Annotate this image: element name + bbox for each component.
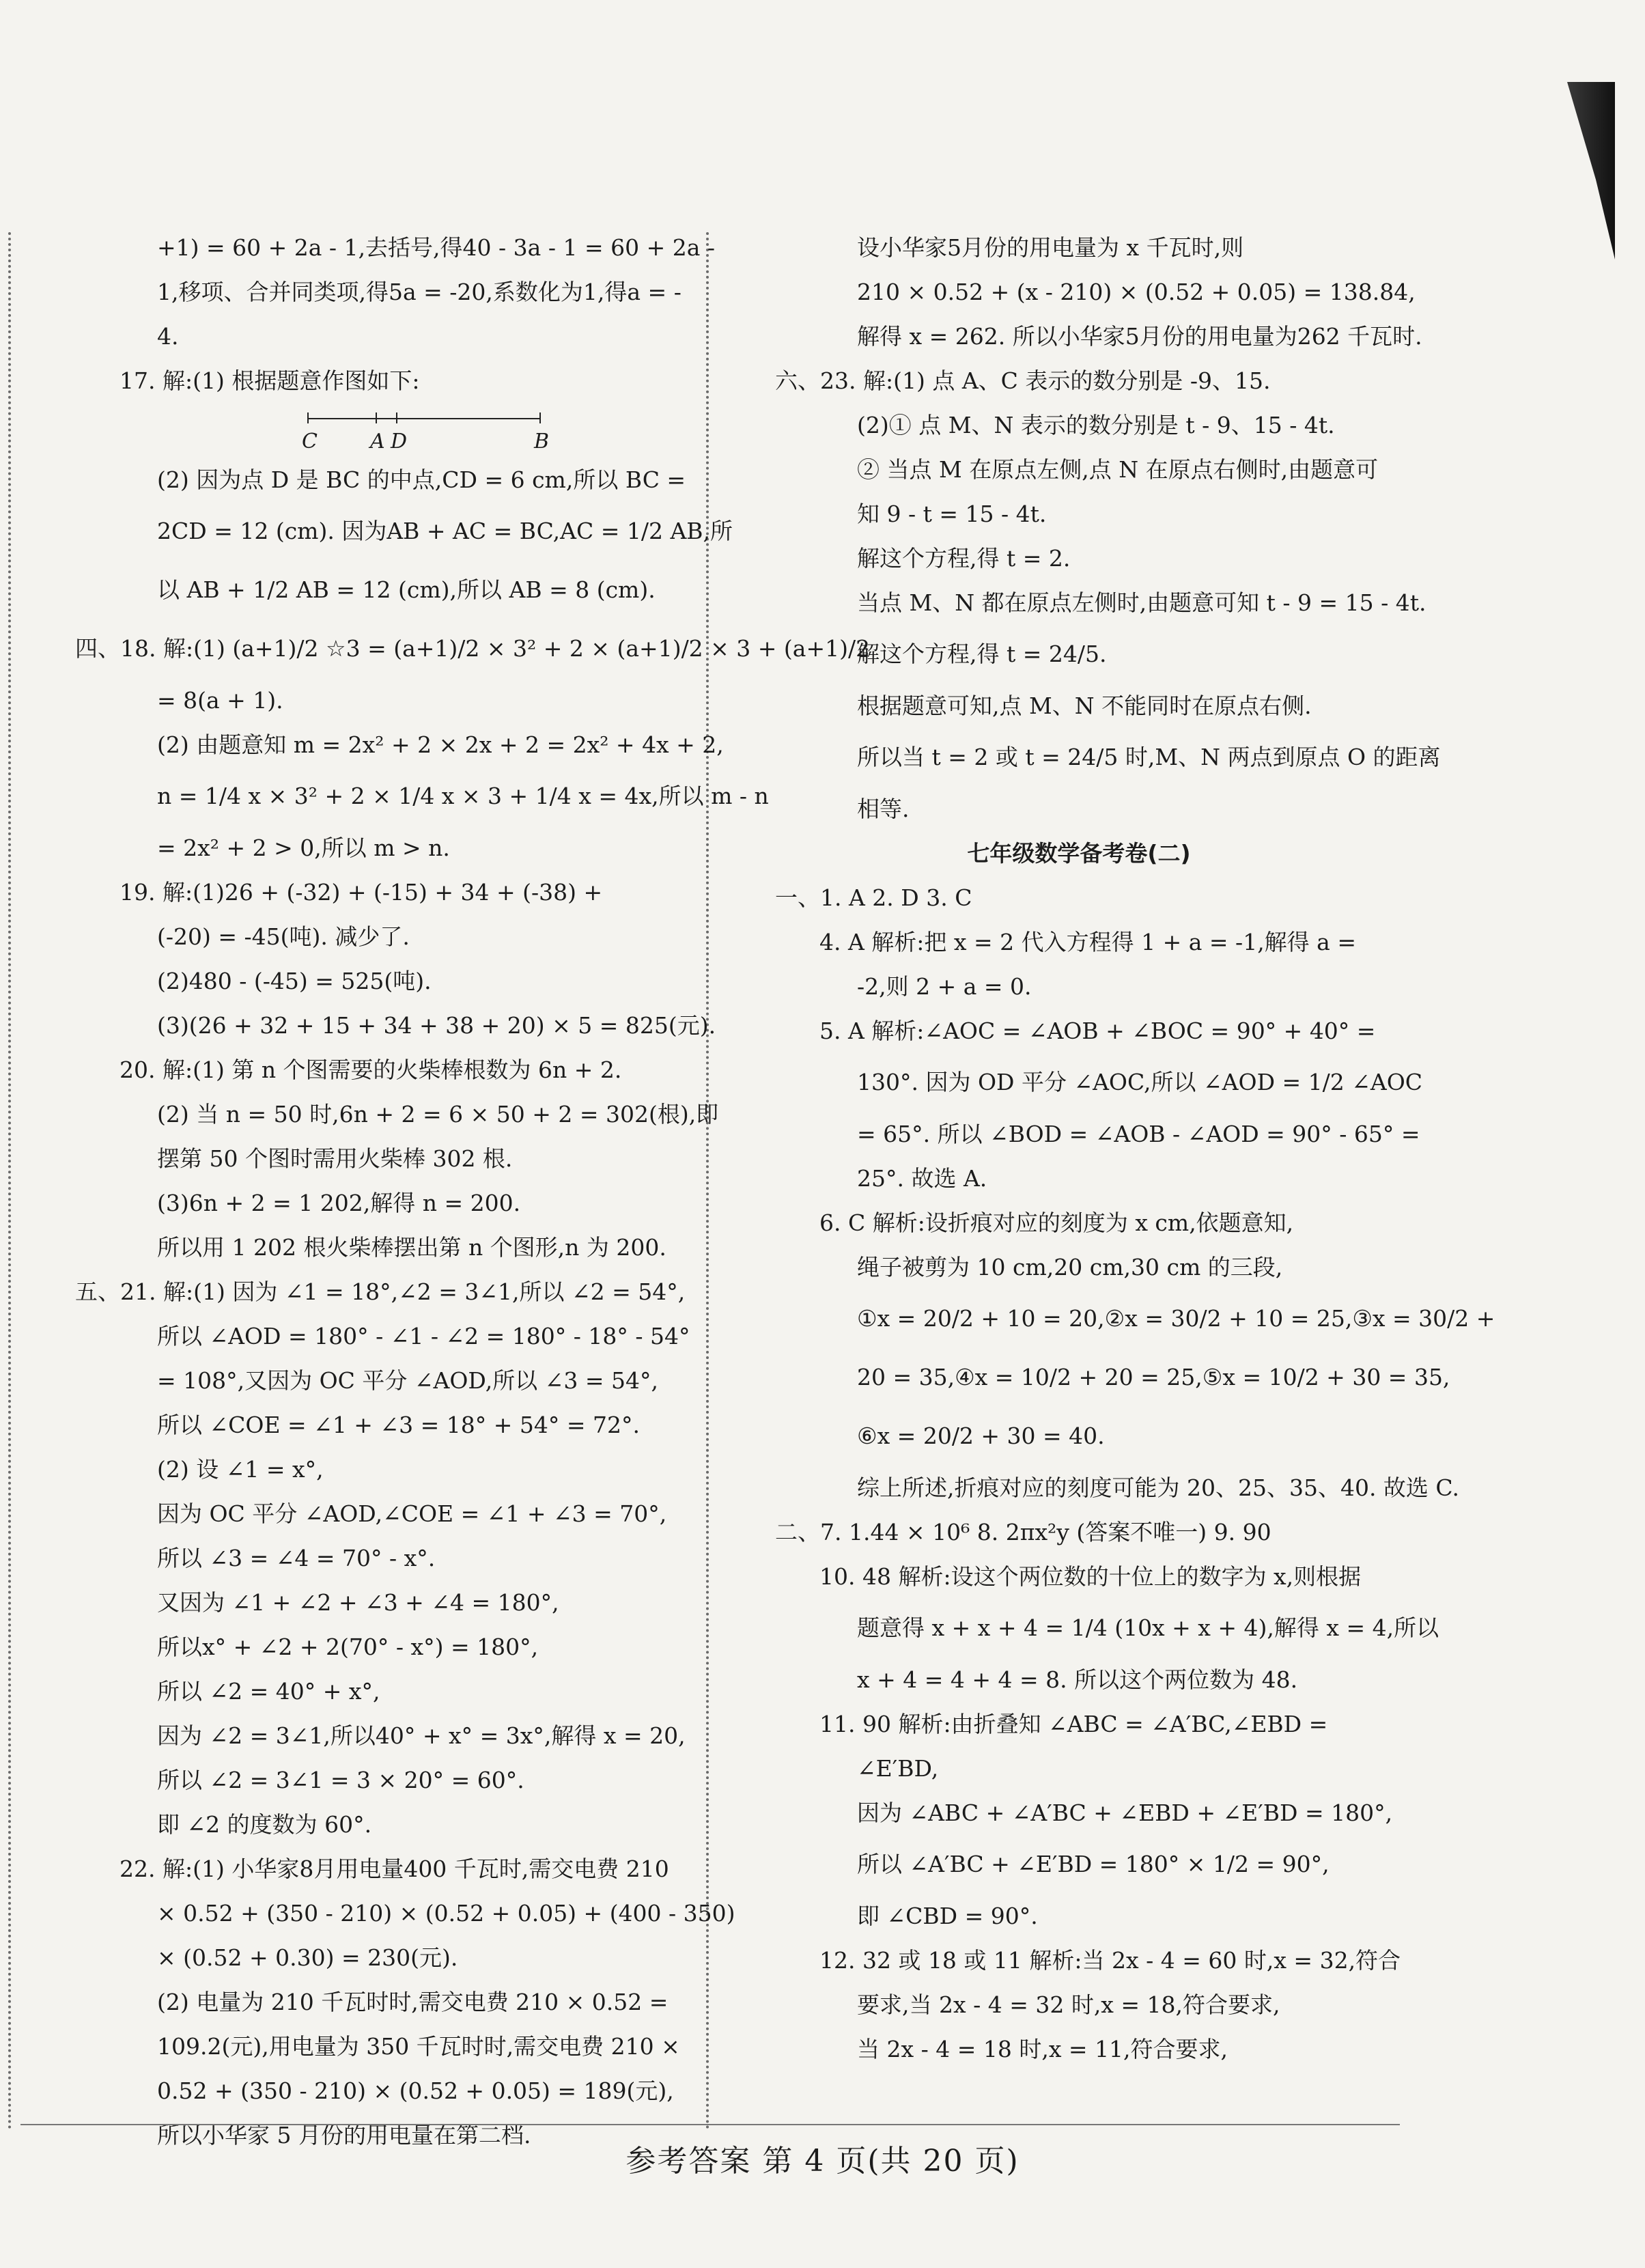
answer-line: 25°. 故选 A.: [857, 1165, 987, 1192]
footer-rule: [20, 2124, 1400, 2125]
answer-line: 五、21. 解:(1) 因为 ∠1 = 18°,∠2 = 3∠1,所以 ∠2 = 54°,: [75, 1278, 686, 1305]
answer-line: 六、23. 解:(1) 点 A、C 表示的数分别是 -9、15.: [775, 367, 1271, 394]
binding-edge-shadow: [1567, 82, 1615, 260]
answer-line: 6. C 解析:设折痕对应的刻度为 x cm,依题意知,: [819, 1209, 1294, 1236]
answer-line: = 8(a + 1).: [157, 687, 283, 714]
answer-line: = 65°. 所以 ∠BOD = ∠AOB - ∠AOD = 90° - 65° =: [857, 1121, 1420, 1147]
answer-line: 知 9 - t = 15 - 4t.: [857, 501, 1047, 527]
answer-line: 题意得 x + x + 4 = 1/4 (10x + x + 4),解得 x = 4,所以: [857, 1614, 1439, 1641]
answer-line: 因为 ∠2 = 3∠1,所以40° + x° = 3x°,解得 x = 20,: [157, 1722, 686, 1749]
answer-line: 解这个方程,得 t = 24/5.: [857, 641, 1107, 667]
answer-line: 所以 ∠A′BC + ∠E′BD = 180° × 1/2 = 90°,: [857, 1851, 1330, 1877]
answer-line: 所以 ∠3 = ∠4 = 70° - x°.: [157, 1545, 436, 1571]
answer-line: 109.2(元),用电量为 350 千瓦时时,需交电费 210 ×: [157, 2033, 680, 2060]
answer-line: ∠E′BD,: [857, 1755, 939, 1782]
answer-line: 210 × 0.52 + (x - 210) × (0.52 + 0.05) = 138.84,: [857, 279, 1416, 305]
answer-line: (2) 由题意知 m = 2x² + 2 × 2x + 2 = 2x² + 4x + 2,: [157, 731, 724, 758]
answer-line: 综上所述,折痕对应的刻度可能为 20、25、35、40. 故选 C.: [857, 1474, 1459, 1501]
answer-line: 二、7. 1.44 × 10⁶ 8. 2πx²y (答案不唯一) 9. 90: [775, 1519, 1271, 1545]
answer-line: 摆第 50 个图时需用火柴棒 302 根.: [157, 1145, 513, 1172]
answer-line: 所以用 1 202 根火柴棒摆出第 n 个图形,n 为 200.: [157, 1234, 666, 1261]
answer-line: ①x = 20/2 + 10 = 20,②x = 30/2 + 10 = 25,③x = 30/2 +: [857, 1305, 1495, 1332]
answer-line: 当 2x - 4 = 18 时,x = 11,符合要求,: [857, 2036, 1228, 2062]
answer-line: = 2x² + 2 > 0,所以 m > n.: [157, 835, 450, 861]
left-cut-line: [8, 232, 11, 2131]
answer-line: 4. A 解析:把 x = 2 代入方程得 1 + a = -1,解得 a =: [819, 929, 1356, 955]
answer-line: 根据题意可知,点 M、N 不能同时在原点右侧.: [857, 692, 1312, 719]
answer-line: n = 1/4 x × 3² + 2 × 1/4 x × 3 + 1/4 x = 4x,所以 m - n: [157, 783, 769, 809]
left-answer-column: [75, 225, 871, 2157]
answer-line: 绳子被剪为 10 cm,20 cm,30 cm 的三段,: [857, 1254, 1283, 1280]
answer-line: 要求,当 2x - 4 = 32 时,x = 18,符合要求,: [857, 1991, 1280, 2018]
answer-line: 10. 48 解析:设这个两位数的十位上的数字为 x,则根据: [819, 1563, 1362, 1590]
answer-line: 四、18. 解:(1) (a+1)/2 ☆3 = (a+1)/2 × 3² + 2 × (a+1)/2 × 3 + (a+1)/2: [75, 635, 871, 662]
answer-line: 20. 解:(1) 第 n 个图需要的火柴棒根数为 6n + 2.: [119, 1056, 622, 1083]
answer-line: 以 AB + 1/2 AB = 12 (cm),所以 AB = 8 (cm).: [157, 576, 656, 603]
answer-line: 当点 M、N 都在原点左侧时,由题意可知 t - 9 = 15 - 4t.: [857, 589, 1426, 616]
segment-diagram: [294, 403, 580, 458]
section-title: 七年级数学备考卷(二): [967, 840, 1191, 867]
right-answer-column: [775, 225, 1495, 2071]
answer-line: (3)(26 + 32 + 15 + 34 + 38 + 20) × 5 = 825(元).: [157, 1012, 716, 1039]
answer-line: 所以 ∠2 = 3∠1 = 3 × 20° = 60°.: [157, 1767, 524, 1793]
answer-line: 所以 ∠2 = 40° + x°,: [157, 1678, 380, 1705]
answer-line: × (0.52 + 0.30) = 230(元).: [157, 1944, 458, 1971]
segment-point-label: D: [391, 430, 408, 453]
segment-point-label: B: [534, 430, 550, 453]
answer-line: 因为 OC 平分 ∠AOD,∠COE = ∠1 + ∠3 = 70°,: [157, 1500, 667, 1527]
answer-line: 4.: [157, 323, 179, 350]
answer-line: = 108°,又因为 OC 平分 ∠AOD,所以 ∠3 = 54°,: [157, 1367, 658, 1394]
answer-line: 19. 解:(1)26 + (-32) + (-15) + 34 + (-38) +: [119, 879, 603, 906]
answer-line: (2) 设 ∠1 = x°,: [157, 1456, 324, 1483]
answer-line: 又因为 ∠1 + ∠2 + ∠3 + ∠4 = 180°,: [157, 1589, 559, 1616]
answer-line: 设小华家5月份的用电量为 x 千瓦时,则: [857, 234, 1244, 261]
answer-line: 即 ∠2 的度数为 60°.: [157, 1811, 372, 1838]
answer-line: 即 ∠CBD = 90°.: [857, 1903, 1038, 1929]
answer-line: x + 4 = 4 + 4 = 8. 所以这个两位数为 48.: [857, 1666, 1298, 1693]
answer-line: 130°. 因为 OD 平分 ∠AOC,所以 ∠AOD = 1/2 ∠AOC: [857, 1069, 1423, 1095]
answer-line: (-20) = -45(吨). 减少了.: [157, 923, 410, 950]
answer-line: (2) 因为点 D 是 BC 的中点,CD = 6 cm,所以 BC =: [157, 466, 686, 493]
answer-line: 因为 ∠ABC + ∠A′BC + ∠EBD + ∠E′BD = 180°,: [857, 1800, 1393, 1826]
answer-line: 所以 ∠COE = ∠1 + ∠3 = 18° + 54° = 72°.: [157, 1412, 640, 1438]
answer-line: 17. 解:(1) 根据题意作图如下:: [119, 367, 420, 394]
segment-point-label: C: [302, 430, 318, 453]
answer-line: 所以小华家 5 月份的用电量在第二档.: [157, 2122, 531, 2148]
answer-line: 12. 32 或 18 或 11 解析:当 2x - 4 = 60 时,x = 32,符合: [819, 1947, 1401, 1974]
answer-line: +1) = 60 + 2a - 1,去括号,得40 - 3a - 1 = 60 + 2a -: [157, 234, 716, 261]
answer-line: ⑥x = 20/2 + 30 = 40.: [857, 1423, 1105, 1449]
answer-line: ② 当点 M 在原点左侧,点 N 在原点右侧时,由题意可: [857, 456, 1379, 483]
segment-line: [307, 418, 539, 419]
answer-line: (3)6n + 2 = 1 202,解得 n = 200.: [157, 1190, 521, 1216]
answer-line: 20 = 35,④x = 10/2 + 20 = 25,⑤x = 10/2 + 30 = 35,: [857, 1364, 1450, 1390]
answer-line: 相等.: [857, 796, 910, 822]
answer-line: -2,则 2 + a = 0.: [857, 973, 1032, 1000]
answer-line: (2) 电量为 210 千瓦时时,需交电费 210 × 0.52 =: [157, 1989, 669, 2015]
answer-line: 解得 x = 262. 所以小华家5月份的用电量为262 千瓦时.: [857, 323, 1422, 350]
answer-line: 11. 90 解析:由折叠知 ∠ABC = ∠A′BC,∠EBD =: [819, 1711, 1328, 1737]
answer-line: 1,移项、合并同类项,得5a = -20,系数化为1,得a = -: [157, 279, 681, 305]
answer-line: (2)① 点 M、N 表示的数分别是 t - 9、15 - 4t.: [857, 412, 1335, 438]
answer-line: (2) 当 n = 50 时,6n + 2 = 6 × 50 + 2 = 302(根),即: [157, 1101, 719, 1128]
answer-line: 22. 解:(1) 小华家8月用电量400 千瓦时,需交电费 210: [119, 1856, 669, 1882]
answer-line: 所以当 t = 2 或 t = 24/5 时,M、N 两点到原点 O 的距离: [857, 744, 1441, 770]
page-footer: 参考答案 第 4 页(共 20 页): [625, 2144, 1020, 2179]
answer-line: 一、1. A 2. D 3. C: [775, 884, 972, 911]
answer-line: 0.52 + (350 - 210) × (0.52 + 0.05) = 189(元),: [157, 2077, 674, 2104]
answer-line: (2)480 - (-45) = 525(吨).: [157, 968, 432, 994]
answer-line: 5. A 解析:∠AOC = ∠AOB + ∠BOC = 90° + 40° =: [819, 1018, 1376, 1044]
answer-line: 所以 ∠AOD = 180° - ∠1 - ∠2 = 180° - 18° - 54°: [157, 1323, 690, 1349]
segment-point-label: A: [370, 430, 385, 453]
answer-line: 2CD = 12 (cm). 因为AB + AC = BC,AC = 1/2 AB,所: [157, 518, 733, 544]
answer-line: × 0.52 + (350 - 210) × (0.52 + 0.05) + (400 - 350): [157, 1900, 735, 1927]
answer-line: 解这个方程,得 t = 2.: [857, 545, 1071, 572]
answer-line: 所以x° + ∠2 + 2(70° - x°) = 180°,: [157, 1634, 539, 1660]
